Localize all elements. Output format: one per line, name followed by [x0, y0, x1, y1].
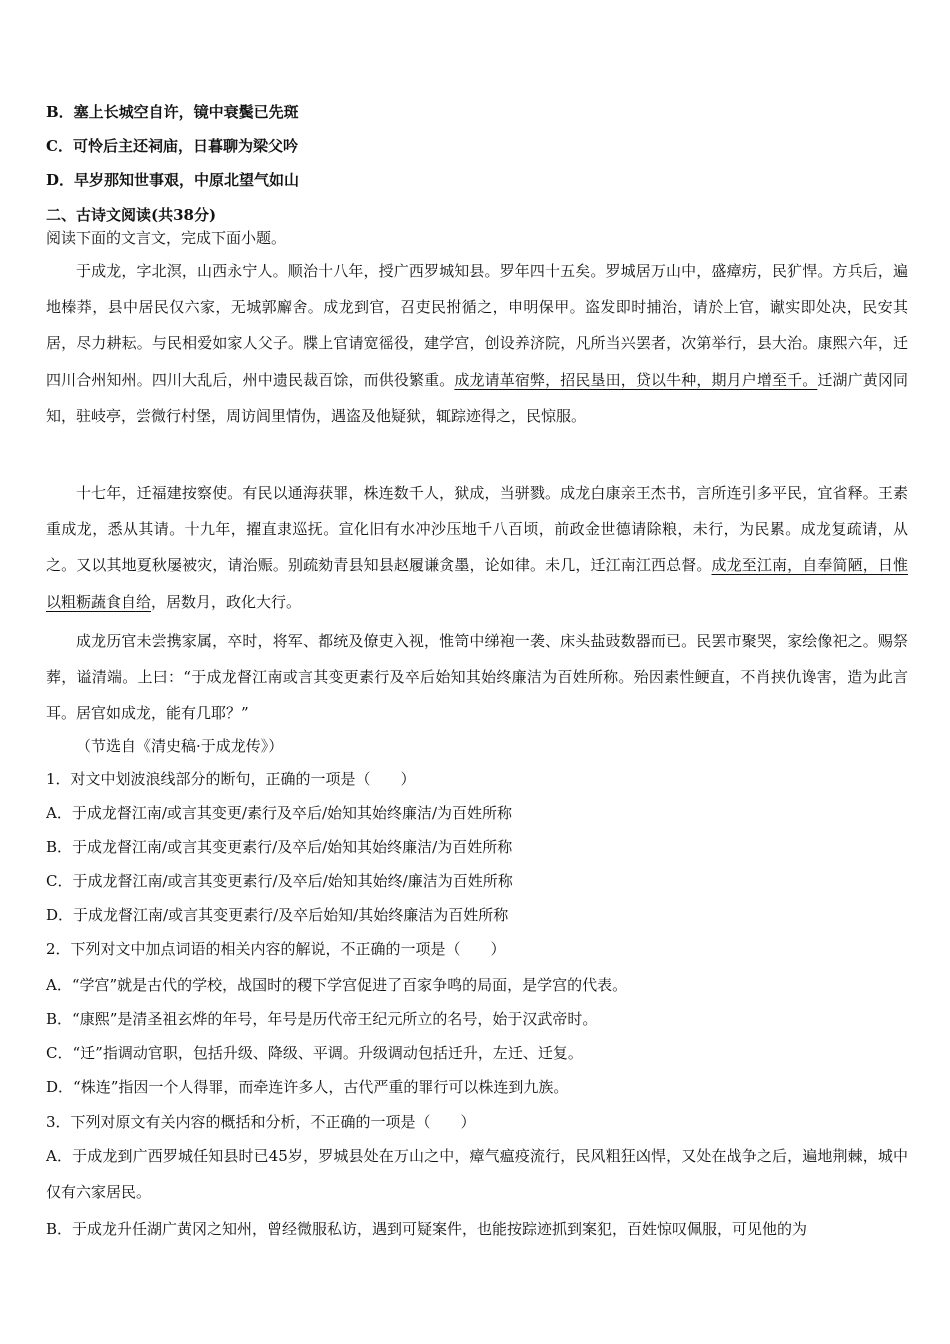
question-2-stem: 2．下列对文中加点词语的相关内容的解说，不正确的一项是（ ） [46, 940, 506, 958]
question-3-option-b: B．于成龙升任湖广黄冈之知州，曾经微服私访，遇到可疑案件，也能按踪迹抓到案犯，百姓惊叹佩服，可见他的为 [46, 1220, 808, 1238]
passage-paragraph-3 [46, 623, 908, 732]
question-2-option-c: C．“迁”指调动官职，包括升级、降级、平调。升级调动包括迁升，左迁、迁复。 [46, 1044, 583, 1062]
question-2-option-d: D．“株连”指因一个人得罪，而牵连许多人，古代严重的罪行可以株连到九族。 [46, 1078, 569, 1096]
question-1-option-d: D．于成龙督江南/或言其变更素行/及卒后始知/其始终廉洁为百姓所称 [46, 906, 509, 924]
prev-option-c: C．可怜后主还祠庙，日暮聊为梁父吟 [46, 137, 298, 155]
prev-option-d: D．早岁那知世事艰，中原北望气如山 [46, 171, 300, 189]
question-3-option-a: A．于成龙到广西罗城任知县时已45岁，罗城县处在万山之中，瘴气瘟疫流行，民风粗狂凶悍，又处在战争之后，遍地荆棘，城中仅有六家居民。 [46, 1147, 908, 1202]
question-1-stem: 1．对文中划波浪线部分的断句，正确的一项是（ ） [46, 770, 416, 788]
section-heading: 二、古诗文阅读(共38分) [46, 206, 217, 224]
passage-text: ，居数月，政化大行。 [151, 592, 302, 611]
question-2-option-b: B．“康熙”是清圣祖玄烨的年号，年号是历代帝王纪元所立的名号，始于汉武帝时。 [46, 1010, 598, 1028]
question-1-option-a: A．于成龙督江南/或言其变更/素行及卒后/始知其始终廉洁/为百姓所称 [46, 804, 513, 822]
passage-source: （节选自《清史稿·于成龙传》） [76, 737, 284, 755]
section-instruction: 阅读下面的文言文，完成下面小题。 [46, 229, 287, 247]
question-1-option-b: B．于成龙督江南/或言其变更素行/及卒后/始知其始终廉洁/为百姓所称 [46, 838, 513, 856]
passage-text: 十七年，迁福建按察使。有民以通海获罪，株连数千人，狱成，当骈戮。成龙白康亲王杰书，言所连引多平民，宜省释。王素重成龙，悉从其请。十九年，擢直隶巡抚。宣化旧有水冲沙压地千八百顷，前政金世德请除粮，未行，为民累。成龙复疏请，从之。又以其地夏秋屡被灾，请治赈。别疏劾青县知县赵履谦贪墨，论如律。未几，迁江南江西总督。 [46, 484, 908, 575]
question-2-option-a: A．“学宫”就是古代的学校，战国时的稷下学宫促进了百家争鸣的局面，是学宫的代表。 [46, 976, 628, 994]
underlined-sentence: 成龙至江南，自奉简陋，日惟以粗粝蔬食自给 [46, 556, 908, 611]
question-3-stem: 3．下列对原文有关内容的概括和分析，不正确的一项是（ ） [46, 1113, 476, 1131]
passage-paragraph-1 [46, 253, 908, 434]
question-1-option-c: C．于成龙督江南/或言其变更素行/及卒后/始知其始终/廉洁为百姓所称 [46, 872, 513, 890]
underlined-sentence: 成龙请革宿弊，招民垦田，贷以牛种，期月户增至千。 [454, 370, 818, 389]
passage-text: 迁湖广黄冈同知，驻岐亭，尝微行村堡，周访闾里情伪，遇盗及他疑狱，辄踪迹得之，民惊服。 [46, 370, 908, 425]
prev-option-b: B．塞上长城空自许，镜中衰鬓已先斑 [46, 103, 299, 121]
passage-text: 于成龙，字北溟，山西永宁人。顺治十八年，授广西罗城知县。罗年四十五矣。罗城居万山中，盛瘴疠，民犷悍。方兵后，遍地榛莽，县中居民仅六家，无城郭廨舍。成龙到官，召吏民拊循之，申明保甲。盗发即时捕治，请於上官，谳实即处决，民安其居，尽力耕耘。与民相爱如家人父子。牒上官请宽徭役，建学宫，创设养济院，凡所当兴罢者，次第举行，县大治。康熙六年，迁四川合州知州。四川大乱后，州中遗民裁百馀，而供役繁重。 [46, 262, 908, 389]
passage-text: 成龙历官未尝携家属，卒时，将军、都统及僚吏入视，惟笥中绨袍一袭、床头盐豉数器而已。民罢市聚哭，家绘像祀之。赐祭葬，谥清端。上曰：“于成龙督江南或言其变更素行及卒后始知其始终廉洁为百姓所称。殆因素性鲠直，不肖挟仇谗害，造为此言耳。居官如成龙，能有几耶？” [46, 632, 908, 723]
passage-paragraph-2 [46, 475, 908, 620]
